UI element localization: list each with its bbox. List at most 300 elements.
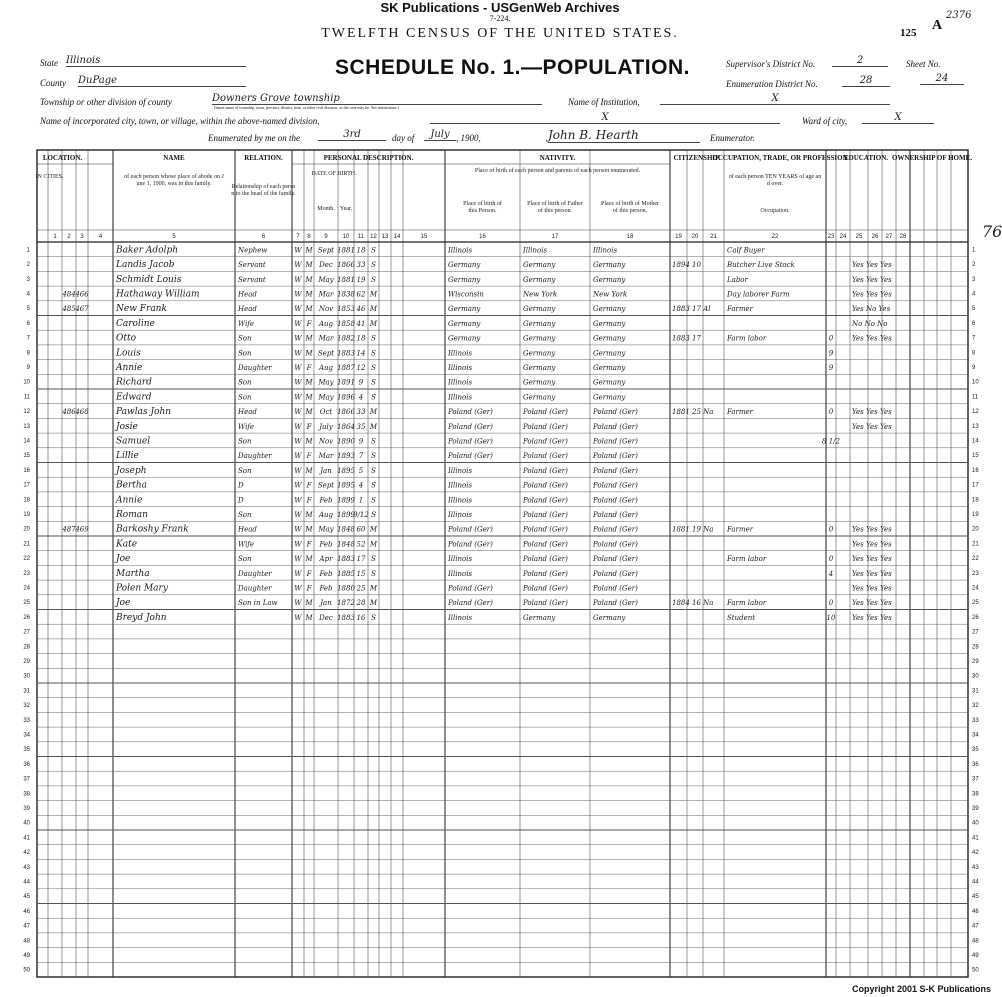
column-number: 26 xyxy=(871,234,879,240)
cell-age: 4 xyxy=(358,481,364,490)
cell-age: 9 xyxy=(358,378,364,387)
cell-month: Sept xyxy=(317,349,335,358)
row-number-right: 25 xyxy=(972,600,979,607)
column-number: 5 xyxy=(172,234,176,240)
note-name-2: une 1, 1900, was in this family. xyxy=(136,181,212,187)
cell-color: W xyxy=(294,246,302,255)
ward-value: X xyxy=(862,112,934,124)
row-number-left: 32 xyxy=(23,703,30,710)
cell-month: Mar xyxy=(318,334,334,343)
cell-color: W xyxy=(294,584,302,593)
cell-age: 33 xyxy=(356,261,366,270)
row-number-right: 2 xyxy=(972,262,976,269)
cell-age: 41 xyxy=(356,319,366,328)
cell-year: 1887 xyxy=(337,363,355,372)
cell-year: 1838 xyxy=(337,290,355,299)
cell-month: Feb xyxy=(319,584,333,593)
cell-occupation: Day laborer Farm xyxy=(727,290,790,299)
state-label: State xyxy=(40,58,58,68)
cell-occupation: Farmer xyxy=(727,525,754,534)
column-number: 16 xyxy=(479,234,486,240)
cell-relation: Servant xyxy=(238,275,266,284)
cell-age: 16 xyxy=(356,613,366,622)
row-number-left: 11 xyxy=(23,394,30,401)
row-number-right: 30 xyxy=(972,673,979,680)
cell-sex: M xyxy=(305,613,313,622)
cell-age: 52 xyxy=(356,540,366,549)
cell-month: Apr xyxy=(319,555,333,564)
cell-place: Poland (Ger) xyxy=(448,540,493,549)
cell-relation: Daughter xyxy=(238,569,272,578)
cell-education: Yes Yes Yes xyxy=(852,422,892,431)
row-number-left: 39 xyxy=(23,805,30,812)
enumerated-day: 3rd xyxy=(318,129,386,141)
column-number: 12 xyxy=(370,234,377,240)
cell-mother: Poland (Ger) xyxy=(593,408,638,417)
row-number-right: 42 xyxy=(972,850,979,857)
cell-place: Illinois xyxy=(448,378,473,387)
column-number: 22 xyxy=(771,234,779,240)
cell-family: 466 xyxy=(75,290,89,299)
cell-marital: M xyxy=(369,540,378,549)
cell-sex: F xyxy=(306,452,312,461)
cell-name: Caroline xyxy=(116,318,155,329)
cell-mother: Illinois xyxy=(593,246,618,255)
cell-marital: S xyxy=(371,555,376,564)
cell-month: Feb xyxy=(319,569,333,578)
cell-month: July xyxy=(319,422,333,431)
row-number-right: 49 xyxy=(972,952,979,959)
note-month: Month. xyxy=(317,206,335,212)
note-name-1: of each person whose place of abode on J xyxy=(124,174,224,180)
cell-sex: M xyxy=(305,393,313,402)
cell-place: Illinois xyxy=(448,510,473,519)
cell-father: Poland (Ger) xyxy=(523,510,568,519)
cell-mother: Germany xyxy=(593,319,626,328)
day-of-label: day of xyxy=(392,133,415,143)
cell-marital: S xyxy=(371,378,376,387)
cell-age: 18 xyxy=(356,334,366,343)
cell-age: 28 xyxy=(356,599,366,608)
row-number-right: 43 xyxy=(972,864,979,871)
cell-mother: Poland (Ger) xyxy=(593,496,638,505)
cell-year: 1883 xyxy=(337,613,355,622)
cell-color: W xyxy=(294,540,302,549)
row-number-right: 47 xyxy=(972,923,979,930)
cell-school: 9 xyxy=(828,349,834,358)
cell-dwelling: 484 xyxy=(62,290,76,299)
row-number-left: 33 xyxy=(23,717,30,724)
cell-year: 1891 xyxy=(337,378,355,387)
cell-immig: 1884 16 Na xyxy=(672,599,714,608)
cell-marital: S xyxy=(371,246,376,255)
cell-color: W xyxy=(294,466,302,475)
cell-year: 1880 xyxy=(337,584,355,593)
cell-relation: D xyxy=(238,481,244,490)
cell-sex: M xyxy=(305,408,313,417)
cell-relation: Wife xyxy=(238,319,255,328)
cell-color: W xyxy=(294,319,302,328)
cell-year: 1858 xyxy=(337,319,355,328)
cell-education: Yes Yes Yes xyxy=(852,408,892,417)
row-number-right: 48 xyxy=(972,938,979,945)
row-number-left: 27 xyxy=(23,629,30,636)
row-number-left: 48 xyxy=(23,938,30,945)
row-number-right: 5 xyxy=(972,306,976,313)
row-number-left: 24 xyxy=(23,585,30,592)
row-number-left: 49 xyxy=(23,952,30,959)
cell-father: Germany xyxy=(523,363,556,372)
row-number-right: 15 xyxy=(972,453,979,460)
cell-name: Baker Adolph xyxy=(116,245,179,256)
cell-mother: Germany xyxy=(593,378,626,387)
cell-relation: Wife xyxy=(238,422,255,431)
column-number: 21 xyxy=(710,234,717,240)
row-number-left: 46 xyxy=(23,908,30,915)
row-number-left: 43 xyxy=(23,864,30,871)
cell-marital: S xyxy=(371,261,376,270)
cell-color: W xyxy=(294,290,302,299)
cell-color: W xyxy=(294,437,302,446)
cell-relation: Head xyxy=(238,305,257,314)
cell-place: Illinois xyxy=(448,393,473,402)
cell-color: W xyxy=(294,378,302,387)
cell-name: Annie xyxy=(116,362,143,373)
cell-marital: S xyxy=(371,437,376,446)
enumerator-signature: John B. Hearth xyxy=(548,128,700,143)
cell-color: W xyxy=(294,510,302,519)
cell-mother: Poland (Ger) xyxy=(593,599,638,608)
cell-color: W xyxy=(294,422,302,431)
column-number: 9 xyxy=(324,234,328,240)
cell-place: Illinois xyxy=(448,496,473,505)
cell-relation: Head xyxy=(238,525,257,534)
cell-name: New Frank xyxy=(116,304,167,315)
row-number-left: 40 xyxy=(23,820,30,827)
cell-place: Illinois xyxy=(448,481,473,490)
row-number-right: 44 xyxy=(972,879,979,886)
cell-age: 1 xyxy=(358,496,364,505)
cell-mother: Poland (Ger) xyxy=(593,510,638,519)
cell-month: Nov xyxy=(318,437,334,446)
cell-name: Pawlas John xyxy=(116,407,172,418)
row-number-left: 13 xyxy=(23,423,30,430)
cell-age: 5 xyxy=(358,466,364,475)
note-in-cities: IN CITIES. xyxy=(35,174,64,180)
column-number: 10 xyxy=(342,234,350,240)
cell-color: W xyxy=(294,334,302,343)
row-number-right: 32 xyxy=(972,703,979,710)
cell-year: 1893 xyxy=(337,452,355,461)
row-number-left: 8 xyxy=(26,350,30,357)
cell-month: May xyxy=(318,393,334,402)
schedule-title: SCHEDULE No. 1.—POPULATION. xyxy=(335,56,690,79)
cell-father: Poland (Ger) xyxy=(523,555,568,564)
cell-name: Martha xyxy=(116,568,150,579)
column-number: 27 xyxy=(885,234,893,240)
row-number-left: 4 xyxy=(26,291,30,298)
cell-sex: F xyxy=(306,569,312,578)
cell-year: 1896 xyxy=(337,393,355,402)
cell-color: W xyxy=(294,452,302,461)
cell-age: 14 xyxy=(356,349,366,358)
institution-label: Name of Institution, xyxy=(568,97,640,107)
cell-sex: F xyxy=(306,540,312,549)
cell-family: 469 xyxy=(75,525,89,534)
cell-place: Poland (Ger) xyxy=(448,452,493,461)
cell-name: Landis Jacob xyxy=(116,260,175,271)
cell-age: 25 xyxy=(356,584,366,593)
cell-sex: F xyxy=(306,319,312,328)
cell-year: 1864 xyxy=(337,422,355,431)
note-year: Year. xyxy=(339,206,353,212)
row-number-right: 10 xyxy=(972,379,979,386)
column-number: 1 xyxy=(53,234,57,240)
cell-occupation: Farm labor xyxy=(727,599,767,608)
cell-sex: M xyxy=(305,466,313,475)
row-number-right: 19 xyxy=(972,511,979,518)
row-number-right: 26 xyxy=(972,614,979,621)
cell-father: Germany xyxy=(523,305,556,314)
cell-age: 7 xyxy=(358,452,364,461)
row-number-right: 35 xyxy=(972,747,979,754)
cell-name: Roman xyxy=(116,509,148,520)
cell-color: W xyxy=(294,481,302,490)
cell-education: Yes Yes Yes xyxy=(852,334,892,343)
cell-age: 60 xyxy=(356,525,366,534)
cell-dwelling: 485 xyxy=(62,305,76,314)
cell-marital: S xyxy=(371,275,376,284)
note-relation-2: n to the head of the family. xyxy=(231,191,296,197)
row-number-left: 25 xyxy=(23,600,30,607)
column-number: 15 xyxy=(420,234,428,240)
cell-father: Poland (Ger) xyxy=(523,569,568,578)
cell-father: Poland (Ger) xyxy=(523,408,568,417)
column-number: 19 xyxy=(675,234,682,240)
cell-sex: M xyxy=(305,334,313,343)
row-number-left: 21 xyxy=(23,541,30,548)
row-number-left: 7 xyxy=(26,335,30,342)
row-number-right: 21 xyxy=(972,541,979,548)
cell-mother: Germany xyxy=(593,349,626,358)
cell-month: Feb xyxy=(319,540,333,549)
cell-year: 1881 xyxy=(337,246,355,255)
cell-place: Illinois xyxy=(448,363,473,372)
cell-sex: M xyxy=(305,246,313,255)
cell-month: Nov xyxy=(318,305,334,314)
cell-name: Joe xyxy=(116,598,131,609)
row-number-right: 40 xyxy=(972,820,979,827)
cell-father: New York xyxy=(523,290,558,299)
row-number-right: 33 xyxy=(972,717,979,724)
row-number-left: 38 xyxy=(23,791,30,798)
cell-place: Illinois xyxy=(448,246,473,255)
row-number-right: 20 xyxy=(972,526,979,533)
cell-occupation: Farm labor xyxy=(727,555,767,564)
row-number-right: 24 xyxy=(972,585,979,592)
row-number-left: 6 xyxy=(26,320,30,327)
cell-name: Lillie xyxy=(116,451,139,462)
row-number-left: 44 xyxy=(23,879,30,886)
cell-father: Poland (Ger) xyxy=(523,437,568,446)
cell-marital: M xyxy=(369,584,378,593)
cell-year: 1866 xyxy=(337,408,355,417)
row-number-right: 9 xyxy=(972,364,976,371)
cell-school: 0 xyxy=(828,525,834,534)
cell-color: W xyxy=(294,555,302,564)
cell-father: Illinois xyxy=(523,246,548,255)
cell-occupation: Butcher Live Stock xyxy=(727,261,795,270)
cell-place: Poland (Ger) xyxy=(448,599,493,608)
row-number-left: 15 xyxy=(23,453,30,460)
cell-color: W xyxy=(294,613,302,622)
cell-year: 1848 xyxy=(337,525,355,534)
cell-name: Joseph xyxy=(116,465,147,476)
county-label: County xyxy=(40,78,66,88)
township-value: Downers Grove township xyxy=(212,93,542,105)
row-number-right: 4 xyxy=(972,291,976,298)
cell-sex: M xyxy=(305,599,313,608)
city-label: Name of incorporated city, town, or village, within the above-named division, xyxy=(40,116,320,126)
cell-relation: Nephew xyxy=(238,246,268,255)
cell-month: Aug xyxy=(318,319,334,328)
cell-mother: Poland (Ger) xyxy=(593,555,638,564)
cell-color: W xyxy=(294,569,302,578)
cell-mother: Germany xyxy=(593,613,626,622)
enumeration-label: Enumeration District No. xyxy=(726,79,818,89)
note-occupation-col: Occupation. xyxy=(760,208,790,214)
cell-age: 33 xyxy=(356,408,366,417)
note-place-father-2: of this person. xyxy=(537,208,573,214)
cell-relation: Son xyxy=(238,510,252,519)
census-title: TWELFTH CENSUS OF THE UNITED STATES. xyxy=(321,26,679,41)
cell-name: Josie xyxy=(116,421,138,432)
column-number: 7 xyxy=(296,234,300,240)
row-number-left: 18 xyxy=(23,497,30,504)
cell-name: Kate xyxy=(116,539,138,550)
cell-sex: M xyxy=(305,525,313,534)
cell-education: Yes Yes Yes xyxy=(852,555,892,564)
cell-father: Poland (Ger) xyxy=(523,422,568,431)
cell-sex: F xyxy=(306,422,312,431)
column-number: 20 xyxy=(691,234,699,240)
cell-month: Sept xyxy=(317,246,335,255)
cell-marital: M xyxy=(369,525,378,534)
cell-immig: 1881 25 Na xyxy=(672,408,714,417)
column-number: 25 xyxy=(855,234,863,240)
cell-occupation: Farmer xyxy=(727,305,754,314)
column-number: 14 xyxy=(393,234,401,240)
cell-year: 1872 xyxy=(337,599,355,608)
note-occupation-1: of each person TEN YEARS of age an xyxy=(728,174,822,180)
cell-father: Poland (Ger) xyxy=(523,599,568,608)
cell-place: Poland (Ger) xyxy=(448,584,493,593)
cell-father: Germany xyxy=(523,393,556,402)
column-group-nativity: NATIVITY. xyxy=(539,154,576,162)
cell-mother: Poland (Ger) xyxy=(593,569,638,578)
cell-place: Germany xyxy=(448,275,481,284)
cell-marital: M xyxy=(369,599,378,608)
cell-immig: 1894 10 xyxy=(672,261,701,270)
cell-name: Edward xyxy=(116,392,152,403)
row-number-left: 36 xyxy=(23,761,30,768)
institution-value: X xyxy=(660,93,890,105)
cell-marital: S xyxy=(371,349,376,358)
cell-father: Poland (Ger) xyxy=(523,540,568,549)
township-label: Township or other division of county xyxy=(40,97,172,107)
cell-place: Illinois xyxy=(448,613,473,622)
row-number-right: 38 xyxy=(972,791,979,798)
sheet-label: Sheet No. xyxy=(906,59,941,69)
cell-place: Germany xyxy=(448,261,481,270)
cell-age: 19 xyxy=(356,275,366,284)
ward-label: Ward of city, xyxy=(802,116,848,126)
copyright-notice: Copyright 2001 S-K Publications xyxy=(849,983,994,995)
cell-color: W xyxy=(294,363,302,372)
cell-year: 1853 xyxy=(337,305,355,314)
stamp-letter: A xyxy=(932,18,943,33)
cell-sex: M xyxy=(305,275,313,284)
cell-year: 1895 xyxy=(337,466,355,475)
cell-sex: F xyxy=(306,584,312,593)
row-number-left: 12 xyxy=(23,409,30,416)
cell-month: May xyxy=(318,275,334,284)
cell-place: Illinois xyxy=(448,349,473,358)
row-number-left: 31 xyxy=(23,688,30,695)
column-number: 13 xyxy=(381,234,389,240)
cell-relation: Wife xyxy=(238,540,255,549)
cell-mother: Poland (Ger) xyxy=(593,466,638,475)
cell-education: Yes Yes Yes xyxy=(852,599,892,608)
column-number: 17 xyxy=(551,234,559,240)
row-number-right: 13 xyxy=(972,423,979,430)
cell-mother: Germany xyxy=(593,334,626,343)
row-number-right: 14 xyxy=(972,438,979,445)
column-group-occupation: OCCUPATION, TRADE, OR PROFESSION xyxy=(712,154,848,162)
cell-relation: Daughter xyxy=(238,584,272,593)
sheet-value: 24 xyxy=(920,73,964,85)
cell-age: 46 xyxy=(356,305,366,314)
cell-color: W xyxy=(294,305,302,314)
row-number-right: 46 xyxy=(972,908,979,915)
row-number-left: 17 xyxy=(23,482,30,489)
row-number-right: 50 xyxy=(972,967,979,974)
row-number-right: 12 xyxy=(972,409,979,416)
cell-month: Dec xyxy=(319,261,333,270)
cell-age: 4 xyxy=(358,393,364,402)
cell-month: Jan xyxy=(320,466,332,475)
cell-color: W xyxy=(294,393,302,402)
row-number-left: 23 xyxy=(23,570,30,577)
cell-year: 1883 xyxy=(337,349,355,358)
cell-place: Illinois xyxy=(448,555,473,564)
row-number-right: 7 xyxy=(972,335,976,342)
cell-education: Yes Yes Yes xyxy=(852,290,892,299)
row-number-right: 34 xyxy=(972,732,979,739)
cell-year: 1895 xyxy=(337,481,355,490)
cell-name: Richard xyxy=(116,377,152,388)
column-group-education: EDUCATION. xyxy=(843,154,889,162)
cell-name: Samuel xyxy=(116,436,151,447)
cell-place: Poland (Ger) xyxy=(448,437,493,446)
cell-age: 18 xyxy=(356,246,366,255)
row-number-right: 39 xyxy=(972,805,979,812)
column-number: 11 xyxy=(357,234,365,240)
row-number-right: 37 xyxy=(972,776,979,783)
row-number-left: 20 xyxy=(23,526,30,533)
cell-year: 1885 xyxy=(337,569,355,578)
cell-relation: Son xyxy=(238,555,252,564)
